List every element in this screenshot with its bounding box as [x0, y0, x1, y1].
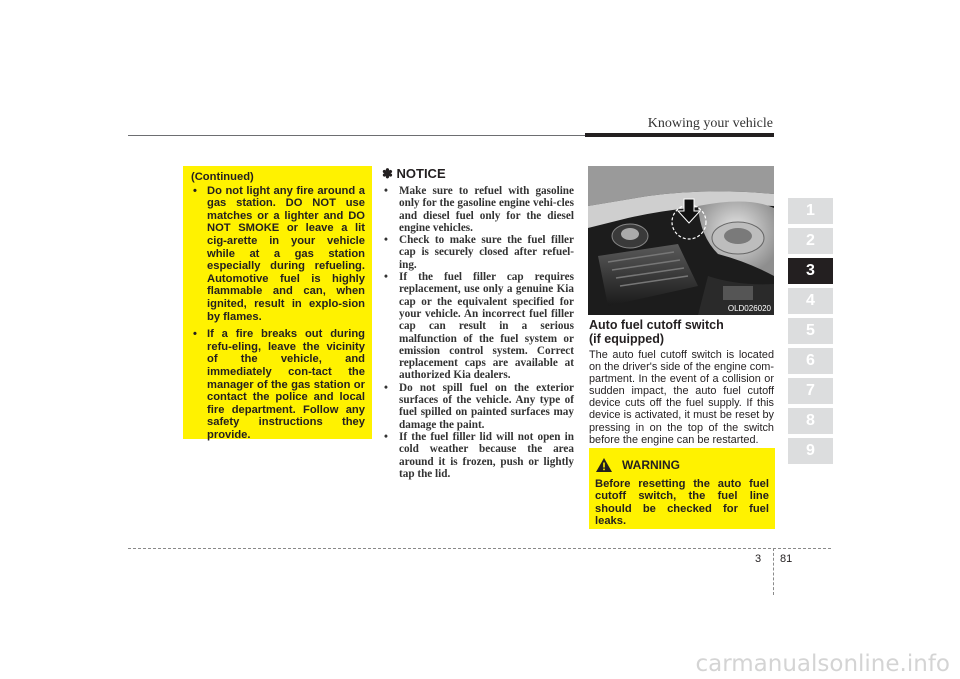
warning-header: [595, 457, 769, 473]
warning-triangle-icon: [595, 457, 613, 473]
notice-section: [382, 166, 574, 480]
chapter-tab-3[interactable]: 3: [788, 258, 833, 284]
chapter-tabs: [788, 198, 833, 468]
section-title-line: Auto fuel cutoff switch: [589, 318, 724, 332]
page-number: 81: [780, 553, 793, 565]
list-item: • If the fuel filler cap requires replacement, use only a genuine Kia cap or the equivalent specified for your vehicle. An incorrect fuel filler cap can result in a serious malfunction of the fuel system or emission control system. Correct replacement caps are available at authorized Kia dealers.: [382, 271, 574, 382]
chapter-tab-1[interactable]: 1: [788, 198, 833, 224]
list-item: • If the fuel filler lid will not open in cold weather because the area around it is frozen, push or lightly tap the lid.: [382, 431, 574, 480]
fire-safety-list: [191, 185, 365, 442]
section-body: The auto fuel cutoff switch is located on the driver's side of the engine com-partment. In the event of a collision or sudden impact, the auto fuel cutoff device cuts off the fuel supply. If this device is activated, it must be reset by pressing in on the top of the switch before the engine can be restarted.: [589, 349, 774, 446]
chapter-tab-4[interactable]: 4: [788, 288, 833, 314]
footer-rule: [128, 548, 831, 549]
list-item: • Do not light any fire around a gas station. DO NOT use matches or a lighter and DO NOT SMOKE or leave a lit cig-arette in your vehicle while at a gas station especially during refueling. Automotive fuel is highly flammable and can, when ignited, result in explo-sion by flames.: [191, 185, 365, 324]
footer-divider: [773, 548, 774, 595]
continued-warning-box: [183, 166, 372, 439]
chapter-tab-6[interactable]: 6: [788, 348, 833, 374]
continued-label: (Continued): [191, 171, 254, 183]
chapter-tab-2[interactable]: 2: [788, 228, 833, 254]
notice-list: [382, 185, 574, 480]
engine-compartment-photo: [588, 166, 774, 315]
watermark: carmanualsonline.info: [695, 651, 950, 677]
list-item: • Check to make sure the fuel filler cap is securely closed after refuel-ing.: [382, 234, 574, 271]
engine-illustration: [588, 166, 774, 315]
chapter-tab-9[interactable]: 9: [788, 438, 833, 464]
section-title-subline: (if equipped): [589, 332, 664, 346]
warning-text: Before resetting the auto fuel cutoff switch, the fuel line should be checked for fuel leaks.: [595, 478, 769, 528]
running-header: Knowing your vehicle: [647, 116, 773, 131]
chapter-tab-7[interactable]: 7: [788, 378, 833, 404]
page-chapter-number: 3: [755, 553, 762, 565]
chapter-tab-8[interactable]: 8: [788, 408, 833, 434]
list-item: • Make sure to refuel with gasoline only for the gasoline engine vehi-cles and diesel fuel only for the diesel engine vehicles.: [382, 185, 574, 234]
notice-title: ✽ NOTICE: [382, 166, 446, 181]
header-rule-accent: [585, 133, 774, 137]
chapter-tab-5[interactable]: 5: [788, 318, 833, 344]
warning-title: WARNING: [622, 458, 680, 472]
figure-code: OLD026020: [727, 304, 771, 313]
list-item: • If a fire breaks out during refu-eling, leave the vicinity of the vehicle, and immediately con-tact the manager of the gas station or contact the police and local fire department. Follow any safety instructions they provide.: [191, 328, 365, 441]
list-item: • Do not spill fuel on the exterior surfaces of the vehicle. Any type of fuel spilled on painted surfaces may damage the paint.: [382, 382, 574, 431]
section-title: [589, 318, 724, 346]
warning-box: [589, 448, 775, 529]
